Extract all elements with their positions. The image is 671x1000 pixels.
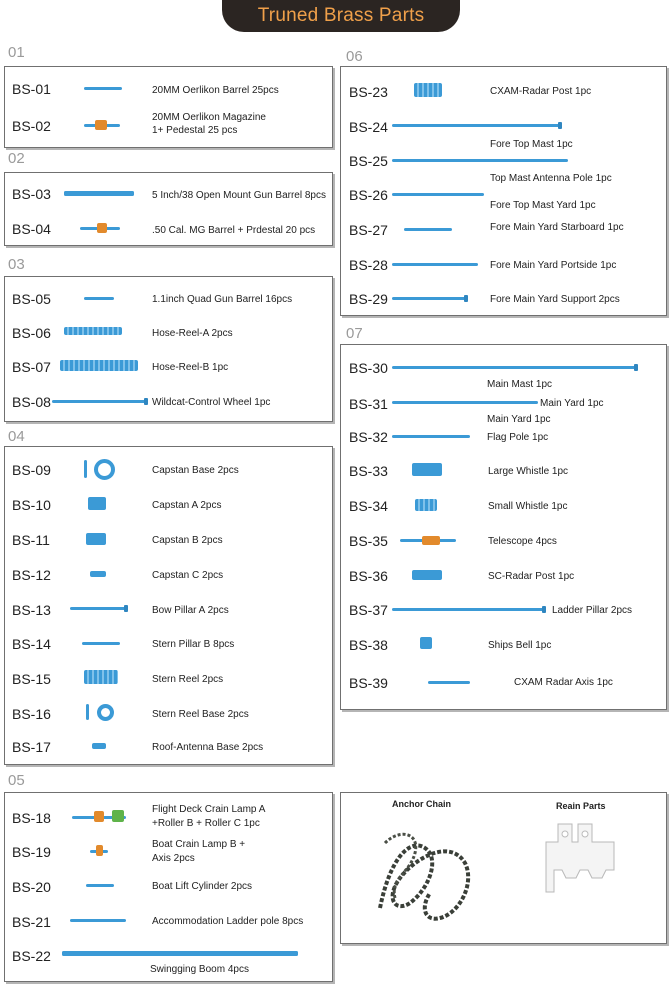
part-desc: Capstan B 2pcs: [152, 535, 223, 546]
part-code: BS-37: [349, 602, 388, 618]
section-number-01: 01: [8, 44, 25, 61]
part-image-bs15: [84, 670, 118, 684]
part-image-bs29: [392, 297, 466, 300]
part-image-bs25: [392, 159, 568, 162]
part-image-bs13: [70, 607, 126, 610]
section-number-02: 02: [8, 150, 25, 167]
part-desc: 20MM Oerlikon Magazine: [152, 112, 266, 123]
part-desc: Boat Crain Lamp B +: [152, 839, 246, 850]
part-code: BS-20: [12, 879, 51, 895]
part-code: BS-15: [12, 671, 51, 687]
section-number-04: 04: [8, 428, 25, 445]
part-image-bs19-axis: [96, 845, 103, 856]
section-box-06: [340, 66, 667, 316]
part-image-bs33: [412, 463, 442, 476]
part-code: BS-13: [12, 602, 51, 618]
part-desc: Large Whistle 1pc: [488, 466, 569, 477]
part-desc: Wildcat-Control Wheel 1pc: [152, 397, 271, 408]
part-code: BS-33: [349, 463, 388, 479]
part-image-bs27: [404, 228, 452, 231]
part-desc: +Roller B + Roller C 1pc: [152, 818, 260, 829]
title-banner: [222, 0, 460, 32]
part-image-bs28: [392, 263, 478, 266]
part-code: BS-10: [12, 497, 51, 513]
part-code: BS-05: [12, 291, 51, 307]
part-image-bs11: [86, 533, 106, 545]
part-desc: Small Whistle 1pc: [488, 501, 568, 512]
part-code: BS-27: [349, 222, 388, 238]
part-image-bs07: [60, 360, 138, 371]
reain-parts-image: [544, 822, 620, 894]
part-image-bs24: [392, 124, 560, 127]
section-number-05: 05: [8, 772, 25, 789]
part-code: BS-02: [12, 118, 51, 134]
reain-parts-label: Reain Parts: [556, 801, 606, 811]
part-code: BS-07: [12, 359, 51, 375]
part-image-bs12: [90, 571, 106, 577]
part-code: BS-32: [349, 429, 388, 445]
part-code: BS-16: [12, 706, 51, 722]
part-image-bs26: [392, 193, 484, 196]
part-desc: Hose-Reel-B 1pc: [152, 362, 229, 373]
part-desc: SC-Radar Post 1pc: [488, 571, 575, 582]
part-desc: Fore Main Yard Starboard 1pc: [490, 222, 624, 233]
part-image-bs03: [64, 191, 134, 196]
page-title: Truned Brass Parts: [257, 5, 425, 26]
part-desc: Ladder Pillar 2pcs: [552, 605, 633, 616]
part-desc: .50 Cal. MG Barrel + Prdestal 20 pcs: [152, 225, 316, 236]
part-desc: Main Mast 1pc: [487, 379, 553, 390]
part-desc: Top Mast Antenna Pole 1pc: [490, 173, 612, 184]
part-desc: Fore Main Yard Portside 1pc: [490, 260, 617, 271]
anchor-chain-image: [370, 818, 480, 928]
part-image-bs05: [84, 297, 114, 300]
part-desc: Roof-Antenna Base 2pcs: [152, 742, 264, 753]
part-code: BS-11: [12, 532, 50, 548]
part-desc: Capstan Base 2pcs: [152, 465, 239, 476]
part-desc: CXAM-Radar Post 1pc: [490, 86, 592, 97]
section-number-06: 06: [346, 48, 363, 65]
part-desc: Fore Main Yard Support 2pcs: [490, 294, 620, 305]
part-desc: Stern Reel Base 2pcs: [152, 709, 249, 720]
part-desc: Ships Bell 1pc: [488, 640, 552, 651]
part-code: BS-06: [12, 325, 51, 341]
part-desc: Capstan C 2pcs: [152, 570, 224, 581]
part-image-bs23: [414, 83, 442, 97]
section-box-07: [340, 344, 667, 710]
part-desc: 5 Inch/38 Open Mount Gun Barrel 8pcs: [152, 190, 326, 201]
part-image-bs17: [92, 743, 106, 749]
part-code: BS-38: [349, 637, 388, 653]
part-desc: 1+ Pedestal 25 pcs: [152, 125, 238, 136]
part-image-bs04-pedestal: [97, 223, 107, 233]
part-desc: Main Yard 1pc: [540, 398, 604, 409]
part-desc: Accommodation Ladder pole 8pcs: [152, 916, 304, 927]
part-image-bs06: [64, 327, 122, 335]
part-code: BS-09: [12, 462, 51, 478]
part-desc: 1.1inch Quad Gun Barrel 16pcs: [152, 294, 293, 305]
part-desc: Axis 2pcs: [152, 853, 195, 864]
part-code: BS-24: [349, 119, 388, 135]
part-code: BS-28: [349, 257, 388, 273]
part-image-bs09: [94, 459, 115, 480]
part-desc: Main Yard 1pc: [487, 414, 551, 425]
part-desc: Stern Reel 2pcs: [152, 674, 224, 685]
part-desc: Flight Deck Crain Lamp A: [152, 804, 266, 815]
section-number-03: 03: [8, 256, 25, 273]
part-desc: Telescope 4pcs: [488, 536, 557, 547]
part-code: BS-36: [349, 568, 388, 584]
part-image-bs35-lens: [422, 536, 440, 545]
part-desc: CXAM Radar Axis 1pc: [514, 677, 613, 688]
part-image-bs10: [88, 497, 106, 510]
part-desc: Hose-Reel-A 2pcs: [152, 328, 233, 339]
part-code: BS-19: [12, 844, 51, 860]
part-code: BS-12: [12, 567, 51, 583]
part-desc: Fore Top Mast 1pc: [490, 139, 573, 150]
part-code: BS-30: [349, 360, 388, 376]
part-desc: Boat Lift Cylinder 2pcs: [152, 881, 253, 892]
part-image-bs31: [392, 401, 538, 404]
part-desc: Fore Top Mast Yard 1pc: [490, 200, 596, 211]
part-image-bs08: [52, 400, 146, 403]
part-code: BS-17: [12, 739, 51, 755]
part-code: BS-25: [349, 153, 388, 169]
part-code: BS-04: [12, 221, 51, 237]
part-image-bs22: [62, 951, 298, 956]
part-code: BS-08: [12, 394, 51, 410]
part-image-bs16-pin: [86, 704, 89, 720]
part-image-bs18-roller-b: [94, 811, 104, 822]
part-code: BS-03: [12, 186, 51, 202]
part-image-bs36: [412, 570, 442, 580]
part-code: BS-01: [12, 81, 51, 97]
part-image-bs14: [82, 642, 120, 645]
part-code: BS-23: [349, 84, 388, 100]
part-image-bs09-pin: [84, 460, 87, 478]
part-code: BS-39: [349, 675, 388, 691]
part-code: BS-34: [349, 498, 388, 514]
part-code: BS-26: [349, 187, 388, 203]
part-desc: Capstan A 2pcs: [152, 500, 222, 511]
part-image-bs16: [97, 704, 114, 721]
part-desc: Bow Pillar A 2pcs: [152, 605, 229, 616]
part-image-bs32: [392, 435, 470, 438]
part-image-bs37: [392, 608, 544, 611]
part-image-bs02-magazine: [95, 120, 107, 130]
part-image-bs21: [70, 919, 126, 922]
anchor-chain-label: Anchor Chain: [392, 799, 452, 809]
section-number-07: 07: [346, 325, 363, 342]
part-code: BS-14: [12, 636, 51, 652]
part-code: BS-21: [12, 914, 51, 930]
part-image-bs01: [84, 87, 122, 90]
part-code: BS-18: [12, 810, 51, 826]
part-image-bs38: [420, 637, 432, 649]
part-code: BS-22: [12, 948, 51, 964]
part-desc: Swingging Boom 4pcs: [150, 964, 249, 975]
part-code: BS-31: [349, 396, 388, 412]
part-image-bs34: [415, 499, 437, 511]
part-image-bs39: [428, 681, 470, 684]
part-desc: Flag Pole 1pc: [487, 432, 549, 443]
part-desc: 20MM Oerlikon Barrel 25pcs: [152, 85, 279, 96]
part-code: BS-29: [349, 291, 388, 307]
part-desc: Stern Pillar B 8pcs: [152, 639, 235, 650]
part-image-bs30: [392, 366, 636, 369]
part-code: BS-35: [349, 533, 388, 549]
part-image-bs18-roller-c: [112, 810, 124, 822]
part-image-bs20: [86, 884, 114, 887]
